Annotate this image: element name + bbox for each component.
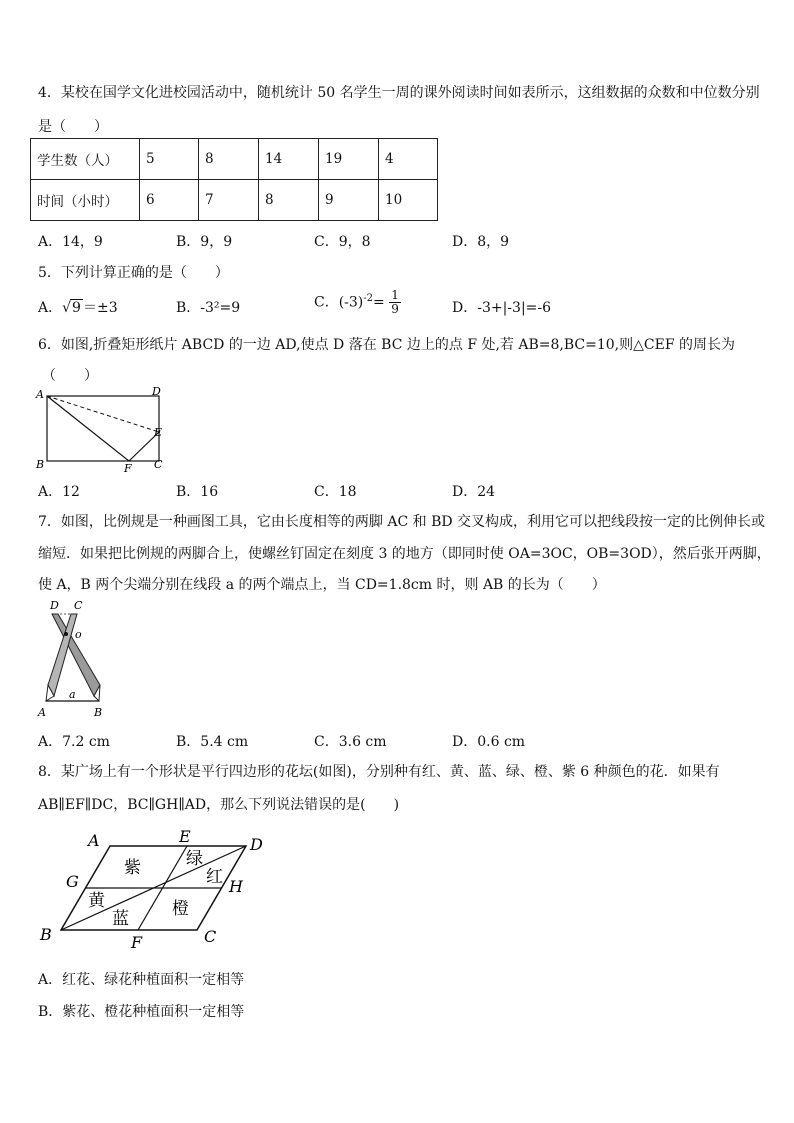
q5-option-b[interactable]: B．-3²=9 <box>176 300 241 316</box>
label-e: E <box>154 426 163 439</box>
screw-o <box>64 632 68 636</box>
label-c: C <box>74 599 83 612</box>
table-cell: 10 <box>379 180 438 221</box>
region-red: 红 <box>206 867 223 887</box>
label-d: D <box>152 385 161 398</box>
label-b: B <box>94 706 103 719</box>
q8-stem-line2: AB∥EF∥DC，BC∥GH∥AD，那么下列说法错误的是( ) <box>38 797 400 813</box>
fraction-numerator: 1 <box>391 288 399 302</box>
label-c: C <box>204 927 217 946</box>
fraction <box>389 289 401 316</box>
q5-option-c[interactable] <box>314 289 401 316</box>
q6-stem-line1: 6．如图,折叠矩形纸片 ABCD 的一边 AD,使点 D 落在 BC 边上的点 F 处,若 AB=8,BC=10,则△CEF 的周长为 <box>38 337 735 353</box>
q5-stem: 5．下列计算正确的是（ ） <box>38 265 229 281</box>
label-a: A <box>36 388 44 401</box>
q5-option-a[interactable] <box>38 297 118 317</box>
q8-option-a[interactable]: A．红花、绿花种植面积一定相等 <box>38 972 245 988</box>
label-b: B <box>36 458 45 471</box>
region-green: 绿 <box>186 849 203 869</box>
q4-option-a[interactable]: A．14，9 <box>38 234 103 250</box>
q4-stem-line1: 4．某校在国学文化进校园活动中，随机统计 50 名学生一周的课外阅读时间如表所示，这组数据的众数和中位数分别 <box>38 85 760 101</box>
q6-rectangle-fold-figure <box>34 385 174 478</box>
q5-option-a-label: A． <box>38 300 63 316</box>
q5-option-c-eq: = <box>373 294 385 311</box>
label-a: A <box>88 831 100 850</box>
table-header-students: 学生数（人） <box>31 139 140 180</box>
table-row <box>31 139 438 180</box>
q4-stem-line2: 是（ ） <box>38 119 108 135</box>
q4-option-b[interactable]: B．9，9 <box>176 234 233 250</box>
q7-option-a[interactable]: A．7.2 cm <box>38 734 110 750</box>
label-e: E <box>179 827 191 846</box>
region-yellow: 黄 <box>88 891 105 911</box>
reading-time-table <box>30 138 438 221</box>
fold-line-af <box>47 396 129 461</box>
q7-option-b[interactable]: B．5.4 cm <box>176 734 249 750</box>
label-f: F <box>124 462 132 475</box>
q6-option-d[interactable]: D．24 <box>452 484 496 500</box>
label-d: D <box>250 835 263 854</box>
region-purple: 紫 <box>124 858 141 878</box>
table-cell: 8 <box>199 139 259 180</box>
label-b: B <box>40 925 52 944</box>
q7-proportional-compass-figure <box>34 597 114 722</box>
q5-option-a-radicand: 9 <box>72 300 81 316</box>
table-cell: 5 <box>140 139 199 180</box>
q8-parallelogram-flowerbed-figure <box>36 822 276 952</box>
q6-stem-line2: （ ） <box>42 368 98 384</box>
table-cell: 6 <box>140 180 199 221</box>
q5-option-d[interactable]: D．-3+|-3|=-6 <box>452 300 552 316</box>
q6-option-a[interactable]: A．12 <box>38 484 80 500</box>
q4-option-d[interactable]: D．8，9 <box>452 234 510 250</box>
rectangle-abcd <box>47 396 159 461</box>
table-row <box>31 180 438 221</box>
label-o: o <box>75 628 82 641</box>
label-d: D <box>50 599 59 612</box>
q5-option-a-rest: ＝±3 <box>82 300 118 316</box>
q7-stem-line1: 7．如图，比例规是一种画图工具，它由长度相等的两脚 AC 和 BD 交叉构成，利用它可以把线段按一定的比例伸长或 <box>38 514 766 530</box>
label-c: C <box>154 458 163 471</box>
q7-option-c[interactable]: C．3.6 cm <box>314 734 387 750</box>
fraction-denominator: 9 <box>391 302 399 316</box>
q8-option-b[interactable]: B．紫花、橙花种植面积一定相等 <box>38 1004 245 1020</box>
region-orange: 橙 <box>172 899 189 919</box>
crease-ae <box>47 396 159 432</box>
q8-stem-line1: 8．某广场上有一个形状是平行四边形的花坛(如图)，分别种有红、黄、蓝、绿、橙、紫 6 种颜色的花．如果有 <box>38 764 720 780</box>
region-blue: 蓝 <box>112 909 129 929</box>
table-cell: 4 <box>379 139 438 180</box>
label-a-segment: a <box>69 688 76 701</box>
table-cell: 9 <box>319 180 379 221</box>
label-a: A <box>38 706 46 719</box>
q5-option-c-exponent: -2 <box>363 292 374 304</box>
q5-option-c-label: C．(-3) <box>314 294 364 311</box>
table-cell: 7 <box>199 180 259 221</box>
table-header-time: 时间（小时） <box>31 180 140 221</box>
table-cell: 8 <box>259 180 319 221</box>
table-cell: 14 <box>259 139 319 180</box>
sqrt-icon: √ <box>62 300 72 316</box>
q7-option-d[interactable]: D．0.6 cm <box>452 734 526 750</box>
label-h: H <box>229 877 243 896</box>
table-cell: 19 <box>319 139 379 180</box>
label-g: G <box>66 872 79 891</box>
q7-stem-line3: 使 A，B 两个尖端分别在线段 a 的两个端点上，当 CD=1.8cm 时，则 AB 的长为（ ） <box>38 577 606 593</box>
q6-option-c[interactable]: C．18 <box>314 484 357 500</box>
q7-stem-line2: 缩短．如果把比例规的两脚合上，使螺丝钉固定在刻度 3 的地方（即同时使 OA=3OC，OB=3OD），然后张开两脚， <box>38 546 771 562</box>
q6-option-b[interactable]: B．16 <box>176 484 219 500</box>
label-f: F <box>131 933 143 952</box>
q4-option-c[interactable]: C．9，8 <box>314 234 371 250</box>
